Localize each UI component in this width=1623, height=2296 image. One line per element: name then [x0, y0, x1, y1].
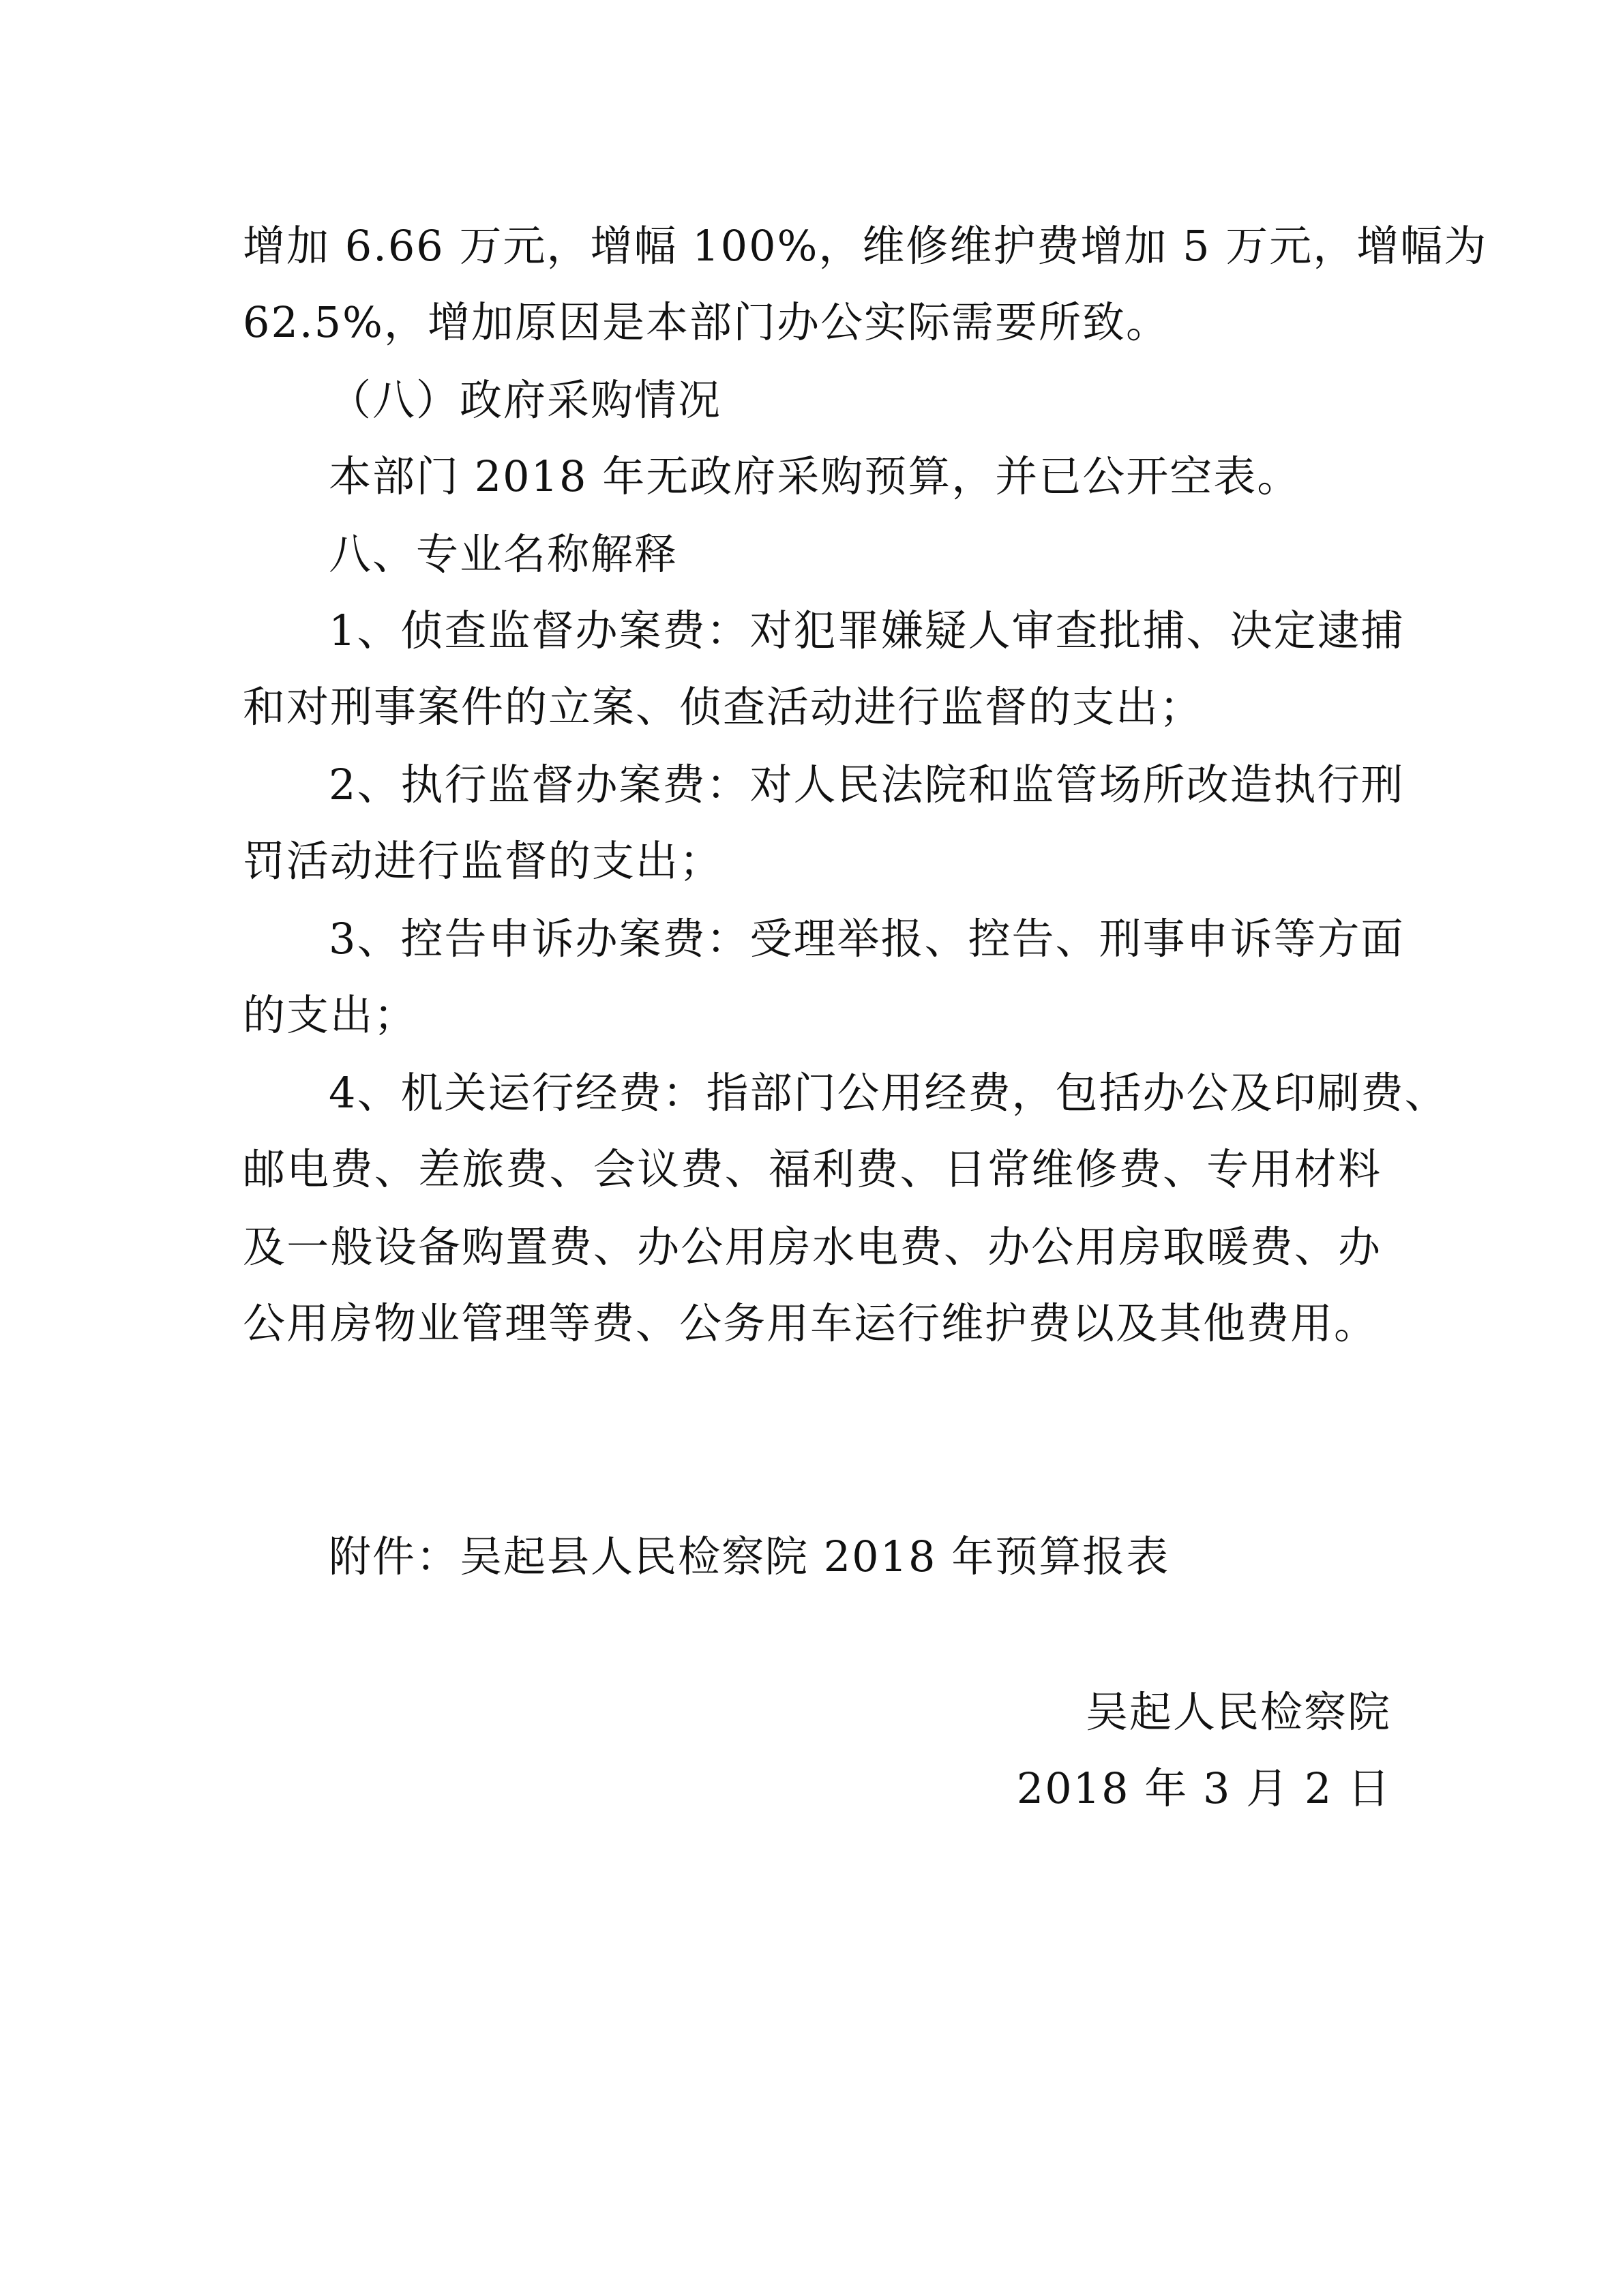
term-2-line-2: 罚活动进行监督的支出； [243, 836, 724, 886]
signature-organization: 吴起人民检察院 [1085, 1687, 1391, 1737]
paragraph-line-1: 增加 6.66 万元，增幅 100%，维修维护费增加 5 万元，增幅为 [243, 221, 1488, 271]
signature-date: 2018 年 3 月 2 日 [1016, 1763, 1391, 1813]
section-heading-government-procurement: （八）政府采购情况 [329, 375, 722, 425]
term-3-line-2: 的支出； [243, 990, 418, 1040]
term-4-line-1: 4、机关运行经费：指部门公用经费，包括办公及印刷费、 [329, 1068, 1448, 1118]
paragraph-procurement: 本部门 2018 年无政府采购预算，并已公开空表。 [329, 451, 1301, 501]
term-4-line-4: 公用房物业管理等费、公务用车运行维护费以及其他费用。 [243, 1298, 1378, 1348]
term-3-line-1: 3、控告申诉办案费：受理举报、控告、刑事申诉等方面 [329, 914, 1405, 964]
section-heading-terms: 八、专业名称解释 [329, 529, 679, 579]
term-1-line-2: 和对刑事案件的立案、侦查活动进行监督的支出； [243, 682, 1204, 732]
term-2-line-1: 2、执行监督办案费：对人民法院和监管场所改造执行刑 [329, 760, 1405, 809]
paragraph-line-2: 62.5%，增加原因是本部门办公实际需要所致。 [243, 297, 1170, 347]
term-1-line-1: 1、侦查监督办案费：对犯罪嫌疑人审查批捕、决定逮捕 [329, 606, 1405, 655]
attachment-line: 附件：吴起县人民检察院 2018 年预算报表 [329, 1532, 1170, 1581]
term-4-line-2: 邮电费、差旅费、会议费、福利费、日常维修费、专用材料 [243, 1144, 1382, 1194]
term-4-line-3: 及一般设备购置费、办公用房水电费、办公用房取暖费、办 [243, 1222, 1382, 1272]
